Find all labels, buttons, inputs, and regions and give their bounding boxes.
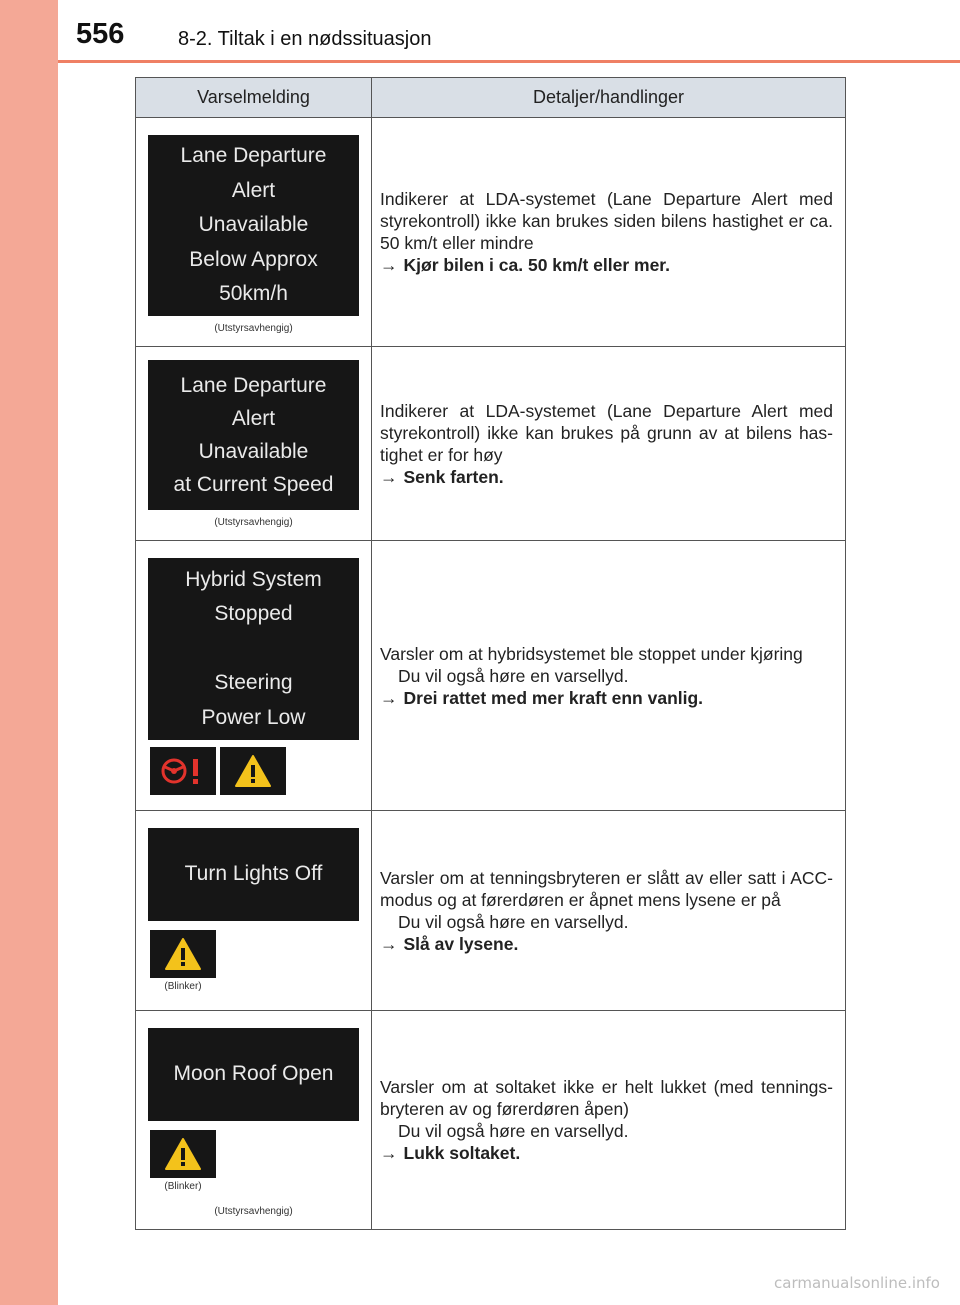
action-text: Lukk soltaket.	[403, 1143, 521, 1163]
arrow-icon: →	[380, 466, 398, 487]
blinker-caption: (Blinker)	[164, 1181, 202, 1192]
details-cell	[372, 811, 846, 1011]
master-warning-light	[150, 930, 216, 978]
screen-line: Turn Lights Off	[184, 862, 323, 886]
description-text: Varsler om at tenningsbryteren er slått av eller satt i ACC-modus og at førerdøren er åpnet mens lysene er på	[380, 867, 833, 910]
steering-warning-icon	[160, 756, 206, 786]
description-text: Indikerer at LDA-systemet (Lane Departure Alert med styrekontroll) ikke kan brukes på grunn av at bilens has-tighet er for høy	[380, 400, 833, 465]
description-text: Indikerer at LDA-systemet (Lane Departure Alert med styrekontroll) ikke kan brukes siden bilens hastighet er ca. 50 km/t eller mindre	[380, 189, 833, 253]
table-row	[136, 1011, 846, 1230]
screen-line: Alert	[231, 178, 276, 202]
steering-warning-light	[150, 747, 216, 795]
screen-line	[148, 632, 359, 667]
master-warning-light	[150, 1130, 216, 1178]
left-color-bar	[0, 0, 58, 1305]
warning-triangle-icon	[234, 754, 272, 788]
display-screen	[148, 135, 359, 316]
header-rule	[58, 60, 960, 63]
message-image-cell	[136, 118, 372, 347]
equipment-caption: (Utstyrsavhengig)	[214, 517, 293, 528]
screen-line: 50km/h	[219, 282, 288, 306]
display-screen	[148, 828, 359, 921]
screen-line: Unavailable	[198, 213, 309, 237]
display-screen	[148, 1028, 359, 1121]
arrow-icon: →	[380, 687, 398, 708]
description-text: Varsler om at soltaket ikke er helt lukket (med tennings-bryteren av og førerdøren åpen)	[380, 1077, 833, 1119]
screen-line: at Current Speed	[173, 473, 334, 496]
action-text: Senk farten.	[403, 466, 504, 487]
note-text: Du vil også høre en varsellyd.	[398, 665, 629, 686]
column-header-details: Detaljer/handlinger	[372, 78, 846, 118]
action-text: Slå av lysene.	[403, 933, 519, 954]
screen-line: Hybrid System	[185, 567, 322, 591]
blinker-caption: (Blinker)	[164, 981, 202, 992]
screen-line: Power Low	[201, 705, 306, 729]
screen-line: Unavailable	[198, 440, 309, 463]
watermark: carmanualsonline.info	[774, 1274, 940, 1292]
message-image-cell	[136, 541, 372, 811]
message-image-cell	[136, 811, 372, 1011]
screen-line: Moon Roof Open	[173, 1062, 334, 1086]
details-cell	[372, 347, 846, 541]
note-text: Du vil også høre en varsellyd.	[398, 911, 629, 932]
table-row	[136, 347, 846, 541]
column-header-message: Varselmelding	[136, 78, 372, 118]
action-text: Drei rattet med mer kraft enn vanlig.	[403, 687, 704, 708]
description-text: Varsler om at hybridsystemet ble stoppet under kjøring	[380, 643, 803, 664]
details-cell	[372, 118, 846, 347]
arrow-icon: →	[380, 1143, 398, 1163]
table-row	[136, 118, 846, 347]
warning-triangle-icon	[164, 937, 202, 971]
equipment-caption: (Utstyrsavhengig)	[214, 323, 293, 334]
equipment-caption: (Utstyrsavhengig)	[214, 1206, 293, 1217]
action-line	[380, 687, 833, 709]
screen-line: Lane Departure	[180, 374, 327, 397]
chapter-title: 8-2. Tiltak i en nødssituasjon	[178, 28, 432, 50]
display-screen	[148, 558, 359, 740]
arrow-icon: →	[380, 933, 398, 954]
warning-triangle-icon	[164, 1137, 202, 1171]
screen-line: Lane Departure	[180, 144, 327, 168]
arrow-icon: →	[380, 255, 398, 275]
message-image-cell	[136, 1011, 372, 1230]
page-header	[58, 0, 960, 64]
display-screen	[148, 360, 359, 510]
screen-line: Stopped	[214, 602, 293, 626]
master-warning-light	[220, 747, 286, 795]
details-cell	[372, 1011, 846, 1230]
action-text: Kjør bilen i ca. 50 km/t eller mer.	[403, 255, 671, 275]
table-row	[136, 541, 846, 811]
details-cell	[372, 541, 846, 811]
table-header-row	[136, 78, 846, 118]
screen-line: Below Approx	[189, 247, 318, 271]
action-line	[380, 254, 833, 276]
action-line	[380, 466, 833, 488]
page-number: 556	[76, 18, 125, 50]
warning-messages-table	[135, 77, 846, 1230]
action-line	[380, 933, 833, 955]
note-text: Du vil også høre en varsellyd.	[398, 1121, 629, 1141]
message-image-cell	[136, 347, 372, 541]
screen-line: Steering	[214, 671, 293, 695]
screen-line: Alert	[231, 407, 276, 430]
action-line	[380, 1142, 833, 1164]
table-row	[136, 811, 846, 1011]
